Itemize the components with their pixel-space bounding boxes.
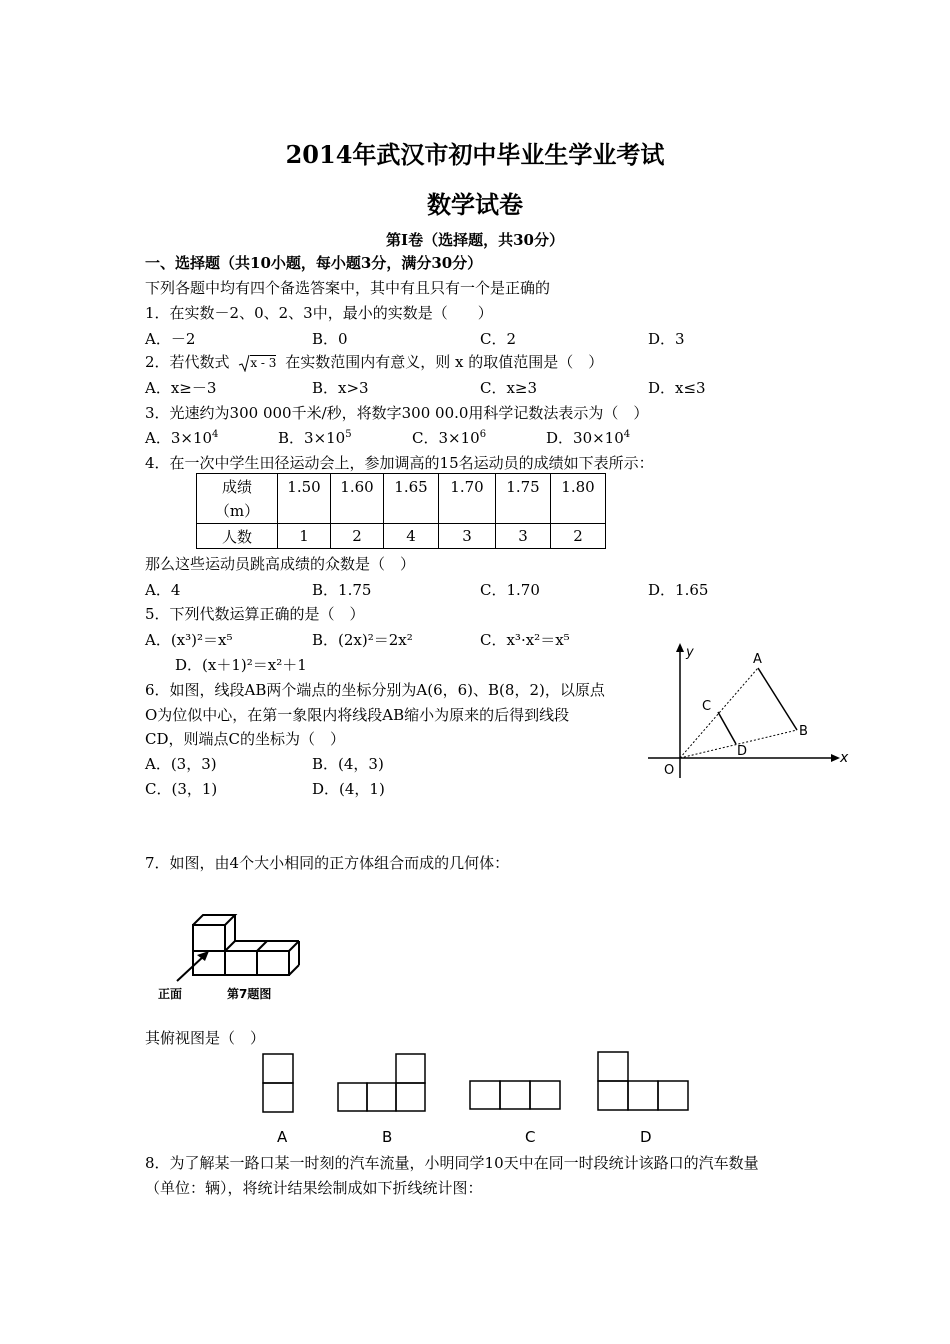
q5-stem: 5．下列代数运算正确的是（ ） [145,605,365,623]
q5-option-c: C．x³·x²＝x⁵ [480,631,570,649]
table-cell: 1.50 [278,474,331,524]
table-cell: 3 [496,524,551,549]
table-header-cell: 成绩 （m） [197,474,278,524]
exam-subtitle: 数学试卷 [427,190,523,219]
q1-stem: 1．在实数－2、0、2、3中，最小的实数是（ ） [145,304,493,322]
x-axis-arrow-icon [831,754,840,762]
q6-option-a: A．(3，3) [145,755,217,773]
q5-option-b: B．(2x)²＝2x² [312,631,413,649]
q2-option-b: B．x>3 [312,379,369,397]
table-header-cell: 人数 [197,524,278,549]
label-b: B [799,724,808,739]
table-cell: 4 [384,524,439,549]
section-title: 第Ⅰ卷（选择题，共30分） [386,231,564,249]
table-cell: 2 [551,524,606,549]
label-o: O [664,763,675,778]
label-x: x [840,750,849,766]
q6-option-c: C．(3，1) [145,780,218,798]
table-cell: 1.65 [384,474,439,524]
q1-option-c: C．2 [480,330,517,348]
q7-question: 其俯视图是（ ） [145,1029,266,1047]
label-d: D [737,744,748,759]
q4-option-a: A．4 [145,581,181,599]
q8-stem-line1: 8．为了解某一路口某一时刻的汽车流量，小明同学10天中在同一时段统计该路口的汽车数量 [145,1154,759,1172]
table-cell: 1.75 [496,474,551,524]
q6-stem-line3: CD，则端点C的坐标为（ ） [145,730,345,748]
part1-instruction: 下列各题中均有四个备选答案中，其中有且只有一个是正确的 [145,279,551,297]
part1-heading: 一、选择题（共10小题，每小题3分，满分30分） [145,254,483,272]
q6-option-d: D．(4，1) [312,780,385,798]
q4-follow: 那么这些运动员跳高成绩的众数是（ ） [145,555,416,573]
figure-caption: 第7题图 [227,987,272,1001]
table-cell: 1.60 [331,474,384,524]
q5-option-d: D．(x＋1)²＝x²＋1 [175,656,307,674]
q6-coordinate-figure [640,640,855,785]
q3-stem: 3．光速约为300 000千米/秒，将数字300 00.0用科学记数法表示为（ ） [145,404,649,422]
q2-option-a: A．x≥－3 [145,379,217,397]
q7-stem: 7．如图，由4个大小相同的正方体组合而成的几何体： [145,854,510,872]
q3-option-c: C．$3\times 10^6$ [412,429,487,447]
choice-label-b: B [382,1128,393,1146]
table-cell: 2 [331,524,384,549]
q2-stem-after: 在实数范围内有意义，则 x 的取值范围是（ ） [285,353,604,371]
table-cell: 1.80 [551,474,606,524]
q6-stem-line1: 6．如图，线段AB两个端点的坐标分别为A(6，6)、B(8，2)，以原点 [145,681,605,699]
y-axis-arrow-icon [676,643,684,652]
table-cell: 1.70 [439,474,496,524]
label-y: y [686,645,694,660]
table-cell: 1 [278,524,331,549]
q1-option-b: B．0 [312,330,348,348]
q3-option-a: A．$3\times 10^4$ [145,429,219,447]
q3-option-d: D．$30\times 10^4$ [546,429,631,447]
table-cell: 3 [439,524,496,549]
front-label: 正面 [158,987,183,1001]
table-row [197,474,606,524]
radicand: x - 3 [250,356,277,370]
q6-stem-line2: O为位似中心，在第一象限内将线段AB缩小为原来的后得到线段 [145,706,570,724]
q3-option-b: B．$3\times 10^5$ [278,429,352,447]
q6-option-b: B．(4，3) [312,755,384,773]
segment-ab [758,668,797,730]
choice-label-d: D [640,1128,652,1146]
scores-table [196,473,606,549]
q2-stem [145,351,603,372]
q1-option-d: D．3 [648,330,685,348]
radical-sign-icon [238,354,250,372]
label-c: C [702,699,712,714]
q2-option-d: D．x≤3 [648,379,706,397]
q4-stem: 4．在一次中学生田径运动会上，参加调高的15名运动员的成绩如下表所示： [145,454,654,472]
label-a: A [753,652,762,667]
q7-cube-figure [155,905,315,1005]
choice-label-c: C [525,1128,536,1146]
q2-option-c: C．x≥3 [480,379,538,397]
q1-option-a: A．－2 [145,330,196,348]
q5-option-a: A．(x³)²＝x⁵ [145,631,233,649]
exam-title: 2014年武汉市初中毕业生学业考试 [285,140,665,169]
q2-stem-before: 2．若代数式 [145,353,230,371]
q8-stem-line2: （单位：辆），将统计结果绘制成如下折线统计图： [145,1179,483,1197]
q4-option-d: D．1.65 [648,581,709,599]
q7-choices-figure [255,1048,705,1153]
q4-option-c: C．1.70 [480,581,540,599]
table-row [197,524,606,549]
sqrt-expression [238,356,276,370]
segment-cd [718,712,736,744]
q4-option-b: B．1.75 [312,581,372,599]
choice-label-a: A [277,1128,288,1146]
